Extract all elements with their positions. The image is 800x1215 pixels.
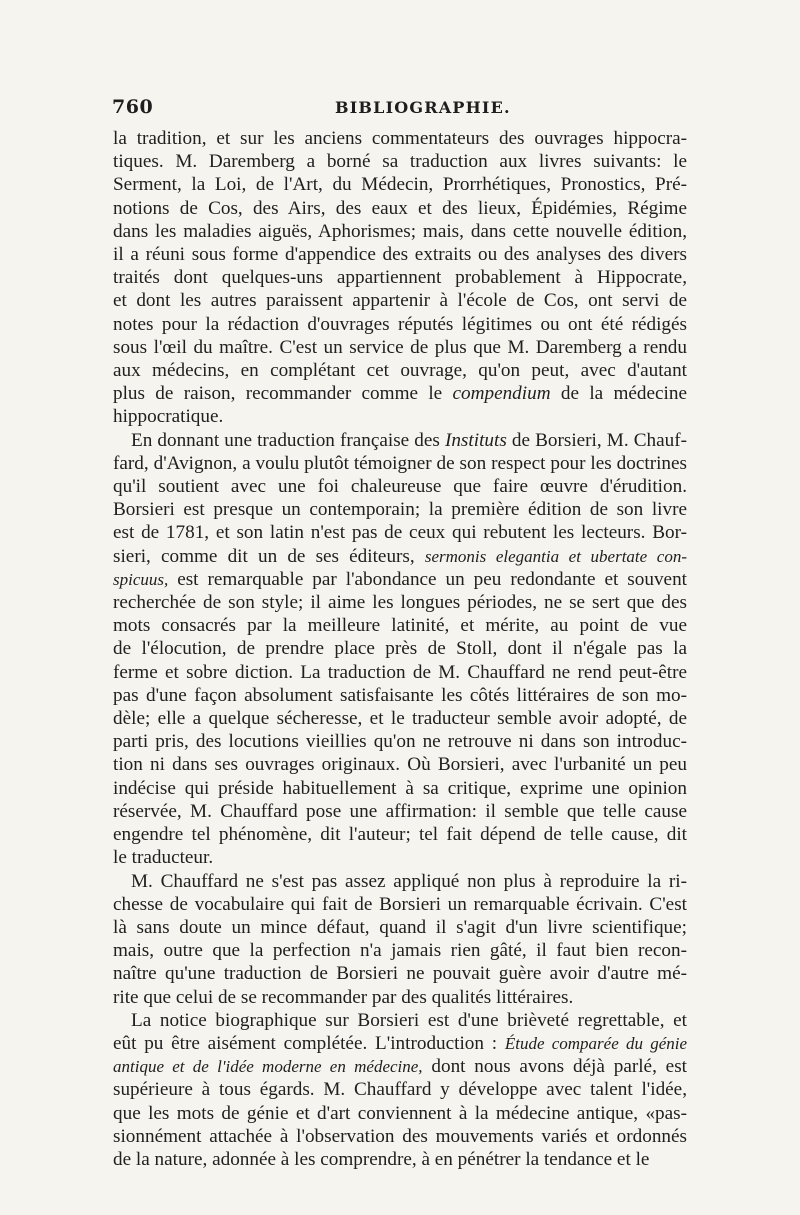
text-run: pas d'une façon absolument satisfaisante les côtés littéraires de son mo-	[113, 684, 687, 706]
text-run: là sans doute un mince défaut, quand il s'agit d'un livre scientifique;	[113, 916, 687, 938]
text-line	[113, 545, 687, 568]
text-run: tiques. M. Daremberg a borné sa traduction aux livres suivants: le	[113, 151, 687, 173]
paragraph	[113, 127, 687, 429]
text-run: fard, d'Avignon, a voulu plutôt témoigner de son respect pour les doctrines	[113, 452, 687, 474]
text-run: il a réuni sous forme d'appendice des extraits ou des analyses des divers	[113, 244, 687, 266]
text-line	[113, 498, 687, 521]
text-run: mots consacrés par la meilleure latinité, et mérite, au point de vue	[113, 615, 687, 637]
text-run: recherchée de son style; il aime les longues périodes, ne se sert que des	[113, 592, 687, 614]
text-line	[113, 1032, 687, 1055]
text-line	[113, 916, 687, 939]
text-run: eût pu être aisément complétée. L'introduction :	[113, 1032, 505, 1054]
text-run: sous l'œil du maître. C'est un service de plus que M. Daremberg a rendu	[113, 336, 687, 358]
italic-text: compendium	[452, 383, 551, 405]
text-line	[113, 661, 687, 684]
text-run: naître qu'une traduction de Borsieri ne pouvait guère avoir d'autre mé-	[113, 963, 687, 985]
text-line	[113, 591, 687, 614]
text-run: sieri, comme dit un de ses éditeurs,	[113, 545, 425, 567]
running-head: BIBLIOGRAPHIE.	[335, 98, 511, 117]
text-line	[113, 870, 687, 893]
text-run: de la médecine	[550, 383, 687, 405]
text-line	[113, 521, 687, 544]
text-line	[113, 1102, 687, 1125]
text-run: rite que celui de se recommander par des qualités littéraires.	[113, 986, 574, 1008]
text-run: Borsieri est presque un contemporain; la première édition de son livre	[113, 499, 687, 521]
italic-text: Étude comparée du génie	[504, 1033, 687, 1053]
text-run: ferme et sobre diction. La traduction de M. Chauffard ne rend peut-être	[113, 661, 687, 683]
text-run: aux médecins, en complétant cet ouvrage, qu'on peut, avec d'autant	[113, 360, 687, 382]
text-line	[113, 359, 687, 382]
text-run: qu'il soutient avec une foi chaleureuse que faire œuvre d'érudition.	[113, 476, 687, 498]
text-run: la tradition, et sur les anciens commentateurs des ouvrages hippocra-	[113, 128, 687, 149]
page-header	[112, 96, 687, 126]
text-run: dont nous avons déjà parlé, est	[422, 1056, 687, 1078]
text-run: est remarquable par l'abondance un peu redondante et souvent	[168, 568, 687, 590]
text-run: dans les maladies aiguës, Aphorismes; mais, dans cette nouvelle édition,	[113, 220, 687, 242]
paragraph	[113, 429, 687, 870]
text-line	[113, 127, 687, 150]
paragraph	[113, 1009, 687, 1171]
text-run: parti pris, des locutions vieillies qu'on ne retrouve ni dans son introduc-	[113, 731, 687, 753]
paragraph	[113, 870, 687, 1009]
text-line	[113, 893, 687, 916]
text-run: notes pour la rédaction d'ouvrages réputés légitimes ou ont été rédigés	[113, 313, 687, 335]
text-line	[113, 637, 687, 660]
text-line	[113, 289, 687, 312]
text-run: chesse de vocabulaire qui fait de Borsieri un remarquable écrivain. C'est	[113, 893, 687, 915]
text-line	[113, 962, 687, 985]
text-line	[113, 777, 687, 800]
text-line	[113, 382, 687, 405]
text-run: supérieure à tous égards. M. Chauffard y développe avec talent l'idée,	[113, 1079, 687, 1101]
text-line	[113, 150, 687, 173]
text-line	[113, 568, 687, 591]
text-run: mais, outre que la perfection n'a jamais rien gâté, il faut bien recon-	[113, 940, 687, 962]
text-run: hippocratique.	[113, 406, 224, 428]
text-run: que les mots de génie et d'art conviennent à la médecine antique, «pas-	[113, 1102, 687, 1124]
text-run: En donnant une traduction française des	[131, 429, 445, 451]
text-line	[113, 753, 687, 776]
text-line	[113, 429, 687, 452]
text-run: et dont les autres paraissent appartenir à l'école de Cos, ont servi de	[113, 290, 687, 312]
text-run: M. Chauffard ne s'est pas assez appliqué non plus à reproduire la ri-	[131, 870, 687, 892]
text-run: indécise qui préside habituellement à sa critique, exprime une opinion	[113, 777, 687, 799]
text-line	[113, 173, 687, 196]
text-line	[113, 336, 687, 359]
text-run: de Borsieri, M. Chauf-	[506, 429, 687, 451]
text-run: de la nature, adonnée à les comprendre, à en pénétrer la tendance et le	[113, 1148, 650, 1170]
text-line	[113, 1148, 687, 1171]
text-line	[113, 1125, 687, 1148]
text-line	[113, 475, 687, 498]
text-run: sionnément attachée à l'observation des mouvements variés et ordonnés	[113, 1125, 687, 1147]
text-run: plus de raison, recommander comme le	[113, 383, 453, 405]
italic-text: sermonis elegantia et ubertate con-	[424, 546, 687, 566]
text-line	[113, 823, 687, 846]
text-run: Serment, la Loi, de l'Art, du Médecin, Prorrhétiques, Pronostics, Pré-	[113, 174, 687, 196]
text-line	[113, 313, 687, 336]
text-run: est de 1781, et son latin n'est pas de ceux qui rebutent les lecteurs. Bor-	[113, 522, 687, 544]
text-line	[113, 1055, 687, 1078]
text-line	[113, 800, 687, 823]
text-line	[113, 939, 687, 962]
text-line	[113, 197, 687, 220]
italic-text: spicuus,	[113, 569, 169, 589]
italic-text: antique et de l'idée moderne en médecine,	[113, 1057, 423, 1077]
text-run: notions de Cos, des Airs, des eaux et des lieux, Épidémies, Régime	[113, 197, 687, 219]
text-line	[113, 986, 687, 1009]
text-run: tion ni dans ses ouvrages originaux. Où Borsieri, avec l'urbanité un peu	[113, 754, 687, 776]
text-line	[113, 684, 687, 707]
text-line	[113, 846, 687, 869]
text-line	[113, 707, 687, 730]
text-run: dèle; elle a quelque sécheresse, et le traducteur semble avoir adopté, de	[113, 708, 687, 730]
italic-text: Instituts	[444, 429, 507, 451]
text-run: de l'élocution, de prendre place près de Stoll, dont il n'égale pas la	[113, 638, 687, 660]
text-line	[113, 243, 687, 266]
text-line	[113, 220, 687, 243]
text-line	[113, 1009, 687, 1032]
text-line	[113, 405, 687, 428]
text-line	[113, 730, 687, 753]
text-run: engendre tel phénomène, dit l'auteur; tel fait dépend de telle cause, dit	[113, 824, 687, 846]
text-line	[113, 1078, 687, 1101]
text-run: le traducteur.	[113, 847, 214, 869]
text-line	[113, 614, 687, 637]
text-run: réservée, M. Chauffard pose une affirmation: il semble que telle cause	[113, 800, 687, 822]
text-run: traités dont quelques-uns appartiennent probablement à Hippocrate,	[113, 267, 687, 289]
body-text	[113, 127, 687, 1171]
text-line	[113, 266, 687, 289]
text-run: La notice biographique sur Borsieri est d'une brièveté regrettable, et	[131, 1009, 687, 1031]
page-number: 760	[112, 96, 154, 118]
text-line	[113, 452, 687, 475]
